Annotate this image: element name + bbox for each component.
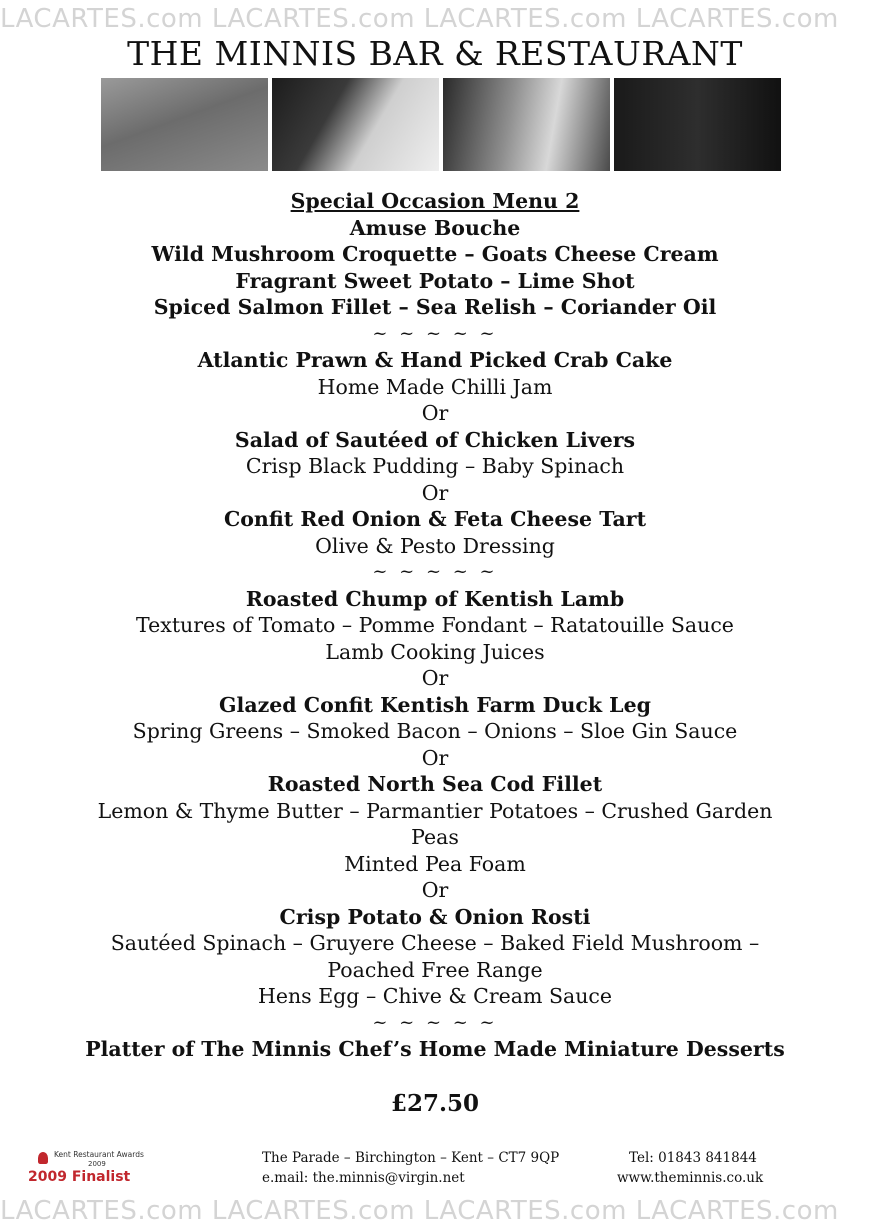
award-status: 2009 Finalist [28, 1169, 131, 1185]
menu-line: Hens Egg – Chive & Cream Sauce [257, 984, 613, 1008]
menu-line: Sautéed Spinach – Gruyere Cheese – Baked Field Mushroom – [110, 931, 760, 955]
photo-strip [101, 78, 781, 171]
restaurant-name: THE MINNIS BAR & RESTAURANT [127, 34, 743, 73]
telephone[interactable]: Tel: 01843 841844 [629, 1150, 757, 1166]
photo-plated-dish [272, 78, 439, 171]
course-separator: ~ ~ ~ ~ ~ [372, 1011, 498, 1033]
menu-line: Lamb Cooking Juices [325, 639, 545, 664]
course-separator: ~ ~ ~ ~ ~ [372, 561, 498, 582]
menu-body [0, 188, 870, 1119]
menu-line: Atlantic Prawn & Hand Picked Crab Cake [197, 348, 673, 372]
menu-line: Or [421, 745, 449, 770]
menu-line: Or [421, 878, 449, 902]
menu-line: Salad of Sautéed of Chicken Livers [234, 427, 636, 452]
course-separator: ~ ~ ~ ~ ~ [372, 322, 498, 344]
menu-line: Minted Pea Foam [344, 851, 526, 876]
menu-line: Home Made Chilli Jam [317, 374, 553, 399]
photo-chef-plating [443, 78, 610, 171]
menu-lines [0, 215, 870, 1063]
menu-line: Spiced Salmon Fillet – Sea Relish – Coriander Oil [153, 295, 717, 319]
watermark-bottom: LACARTES.com LACARTES.com LACARTES.com LACARTES.com [0, 1196, 839, 1226]
award-rosette-icon [38, 1152, 48, 1164]
email[interactable]: e.mail: the.minnis@virgin.net [262, 1170, 465, 1186]
photo-chefs-team [614, 78, 781, 171]
menu-line: Confit Red Onion & Feta Cheese Tart [223, 507, 647, 531]
footer [0, 1150, 870, 1190]
menu-line: Fragrant Sweet Potato – Lime Shot [235, 268, 635, 293]
menu-line: Olive & Pesto Dressing [315, 533, 555, 558]
menu-line: Textures of Tomato – Pomme Fondant – Ratatouille Sauce [136, 613, 734, 637]
menu-line: Crisp Black Pudding – Baby Spinach [245, 454, 625, 478]
menu-line: Poached Free Range [327, 957, 543, 982]
address: The Parade – Birchington – Kent – CT7 9QP [262, 1150, 560, 1166]
menu-line: Peas [411, 825, 459, 849]
menu-line: Roasted North Sea Cod Fillet [267, 772, 603, 796]
award-name: Kent Restaurant Awards [54, 1150, 144, 1159]
menu-price: £27.50 [390, 1089, 480, 1117]
menu-line: Spring Greens – Smoked Bacon – Onions – Sloe Gin Sauce [132, 719, 738, 743]
menu-heading: Special Occasion Menu 2 [290, 189, 580, 213]
menu-line: Platter of The Minnis Chef’s Home Made Miniature Desserts [85, 1037, 785, 1061]
menu-line: Or [421, 480, 449, 505]
menu-line: Wild Mushroom Croquette – Goats Cheese Cream [151, 242, 719, 266]
menu-line: Or [421, 666, 449, 690]
menu-line: Lemon & Thyme Butter – Parmantier Potatoes – Crushed Garden [97, 798, 773, 823]
menu-line: Crisp Potato & Onion Rosti [279, 904, 591, 929]
menu-line: Glazed Confit Kentish Farm Duck Leg [219, 692, 651, 717]
menu-line: Amuse Bouche [349, 215, 521, 240]
watermark-top: LACARTES.com LACARTES.com LACARTES.com LACARTES.com [0, 4, 839, 34]
menu-line: Or [421, 401, 449, 425]
award-year: 2009 [88, 1160, 106, 1168]
photo-beach-stone [101, 78, 268, 171]
menu-line: Roasted Chump of Kentish Lamb [245, 586, 625, 611]
website-link[interactable]: www.theminnis.co.uk [617, 1170, 764, 1186]
